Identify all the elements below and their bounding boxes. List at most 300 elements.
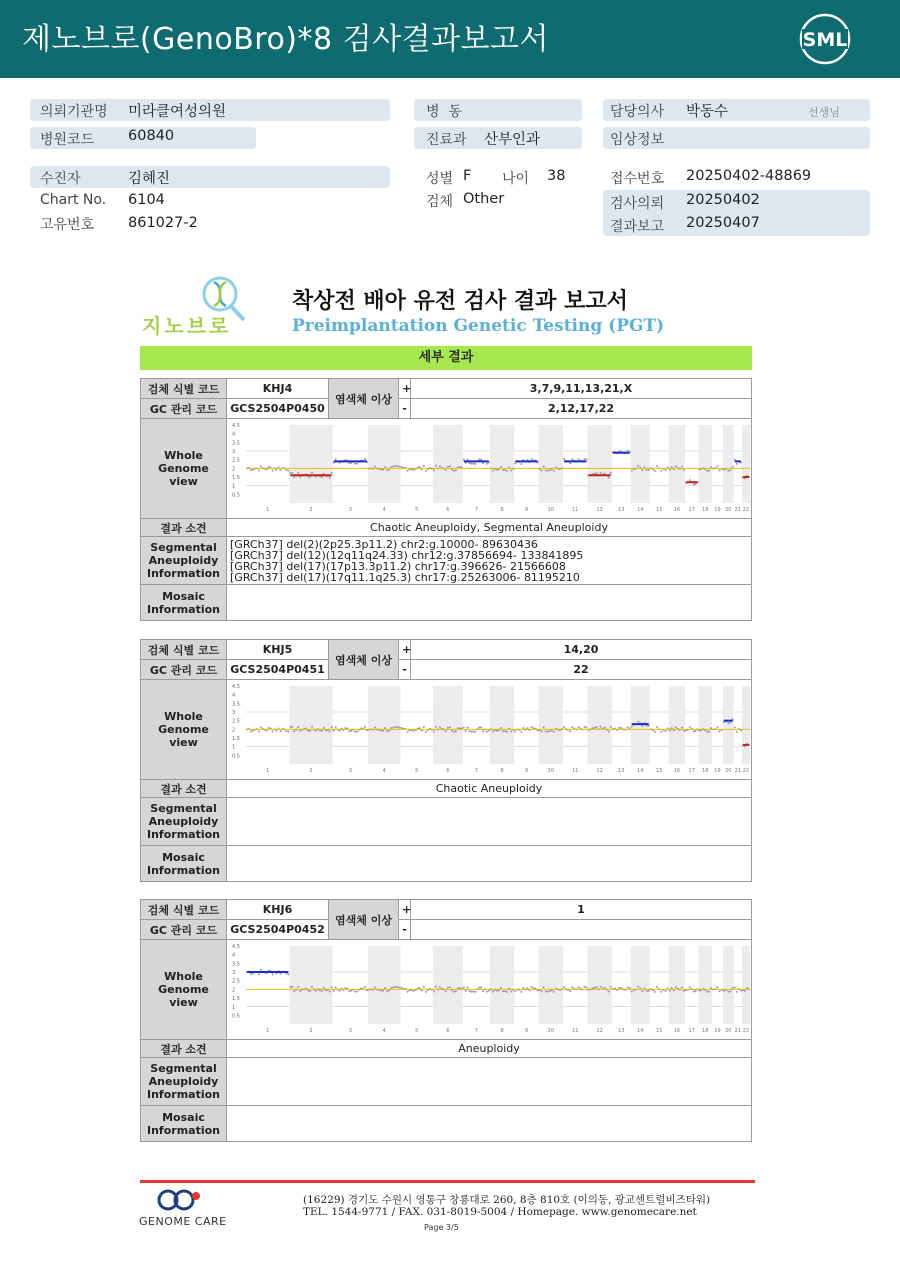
bin-point [354, 730, 356, 732]
loss-sign: - [399, 660, 411, 680]
bin-point [744, 990, 746, 992]
bin-point [746, 987, 748, 989]
bin-point [455, 469, 457, 471]
bin-point [736, 991, 738, 993]
bin-point [331, 726, 333, 728]
x-tick-label: 2 [309, 507, 313, 513]
bin-point [350, 730, 352, 732]
bin-point [710, 466, 712, 468]
request-label: 검사의뢰 [610, 196, 665, 212]
bin-point [681, 987, 683, 989]
x-tick-label: 7 [474, 768, 478, 774]
gc-code-label: GC 관리 코드 [141, 399, 227, 419]
bin-point [419, 466, 421, 468]
bin-point [648, 469, 650, 471]
x-tick-label: 18 [702, 1028, 709, 1034]
bin-point [279, 469, 281, 471]
chromosome-band [368, 946, 401, 1024]
bin-point [596, 472, 598, 474]
bin-point [583, 726, 585, 728]
bin-point [392, 986, 394, 988]
whole-genome-plot-cell [227, 680, 752, 780]
bin-point [386, 469, 388, 471]
bin-point [289, 472, 291, 474]
bin-point [470, 991, 472, 993]
bin-point [604, 727, 606, 729]
bin-point [549, 469, 551, 471]
bin-point [309, 476, 311, 478]
bin-point [354, 463, 356, 465]
bin-point [683, 990, 685, 992]
bin-point [669, 990, 671, 992]
chromosome-band [490, 425, 514, 503]
gain-chromosomes: 3,7,9,11,13,21,X [411, 379, 752, 399]
whole-genome-label: Whole Genome view [141, 680, 227, 780]
bin-point [291, 726, 293, 728]
specimen-value: Other [463, 191, 505, 207]
x-tick-label: 1 [266, 768, 270, 774]
x-tick-label: 13 [618, 768, 625, 774]
bin-point [279, 730, 281, 732]
sample-code-label: 검체 식별 코드 [141, 640, 227, 660]
chromosome-band [368, 686, 401, 764]
bin-point [716, 726, 718, 728]
bin-point [526, 727, 528, 729]
bin-point [339, 730, 341, 732]
bin-point [348, 730, 350, 732]
bin-point [533, 727, 535, 729]
bin-point [506, 470, 508, 472]
bin-point [480, 987, 482, 989]
bin-point [398, 465, 400, 467]
x-tick-label: 4 [382, 768, 386, 774]
bin-point [627, 986, 629, 988]
bin-point [453, 470, 455, 472]
bin-point [577, 458, 579, 460]
y-tick-label: 3 [232, 970, 236, 976]
bin-point [356, 731, 358, 733]
x-tick-label: 9 [524, 1028, 529, 1034]
bin-point [400, 466, 402, 468]
bin-point [433, 730, 435, 732]
genome-plot-1 [230, 419, 754, 515]
bin-point [472, 463, 474, 465]
x-tick-label: 14 [637, 1028, 644, 1034]
x-tick-label: 22 [742, 1028, 750, 1034]
bin-point [339, 990, 341, 992]
y-tick-label: 1.5 [232, 996, 240, 1002]
gain-sign: + [399, 900, 411, 920]
bin-point [252, 469, 254, 471]
bin-point [396, 726, 398, 728]
y-tick-label: 2 [232, 727, 236, 734]
bin-point [470, 463, 472, 465]
bin-point [356, 463, 358, 465]
x-tick-label: 10 [547, 507, 555, 513]
age-label: 나이 [502, 171, 530, 187]
finding-label: 결과 소견 [141, 519, 227, 537]
id-label: 고유번호 [40, 217, 95, 233]
loss-chromosomes [411, 920, 752, 940]
loss-sign: - [399, 920, 411, 940]
bin-point [627, 450, 629, 452]
bin-point [689, 479, 691, 481]
bin-point [594, 987, 596, 989]
bin-point [321, 476, 323, 478]
chromosome-band [699, 425, 713, 503]
bin-point [689, 726, 691, 728]
x-tick-label: 17 [688, 768, 695, 774]
bin-point [596, 726, 598, 728]
bin-point [469, 462, 471, 464]
bin-point [250, 730, 252, 732]
footer-address: (16229) 경기도 수원시 영통구 창룡대로 260, 8층 810호 (이의동, 광교센트럴비즈타워) [303, 1194, 711, 1206]
whole-genome-label: Whole Genome view [141, 940, 227, 1040]
finding-value: Chaotic Aneuploidy [227, 780, 752, 798]
bin-point [344, 727, 346, 729]
chromosome-band [723, 686, 734, 764]
bin-point [470, 731, 472, 733]
bin-point [631, 470, 633, 472]
y-tick-label: 2 [232, 466, 236, 473]
bin-point [545, 991, 547, 993]
bin-point [285, 730, 287, 732]
sample-code-label: 검체 식별 코드 [141, 900, 227, 920]
bin-point [629, 727, 631, 729]
bin-point [293, 990, 295, 992]
bin-point [423, 726, 425, 728]
bin-point [390, 466, 392, 468]
bin-point [344, 987, 346, 989]
bin-point [289, 986, 291, 988]
bin-point [646, 990, 648, 992]
bin-point [665, 730, 667, 732]
bin-point [425, 991, 427, 993]
finding-value: Chaotic Aneuploidy, Segmental Aneuploidy [227, 519, 752, 537]
bin-point [266, 468, 268, 470]
bin-point [478, 987, 480, 989]
ward-label: 병 동 [426, 104, 462, 120]
x-tick-label: 17 [688, 507, 695, 513]
y-tick-label: 1 [232, 1004, 236, 1011]
x-tick-label: 3 [348, 507, 352, 513]
bin-point [439, 986, 441, 988]
segmental-value [227, 1058, 752, 1106]
bin-point [729, 722, 731, 724]
bin-point [545, 731, 547, 733]
bin-point [514, 990, 516, 992]
bin-point [474, 463, 476, 465]
gc-code-label: GC 관리 코드 [141, 920, 227, 940]
x-tick-label: 22 [742, 768, 750, 774]
bin-point [585, 726, 587, 728]
bin-point [600, 986, 602, 988]
whole-genome-label: Whole Genome view [141, 419, 227, 519]
bin-point [309, 990, 311, 992]
bin-point [510, 990, 512, 992]
bin-point [482, 462, 484, 464]
bin-point [520, 991, 522, 993]
bin-point [695, 990, 697, 992]
bin-point [407, 991, 409, 993]
x-tick-label: 15 [656, 1028, 663, 1034]
gc-code-value: GCS2504P0451 [227, 660, 329, 680]
bin-point [706, 470, 708, 472]
dept-value: 산부인과 [484, 132, 541, 148]
genome-plot-3 [230, 940, 754, 1036]
bin-point [445, 730, 447, 732]
bin-point [382, 469, 384, 471]
bin-point [323, 727, 325, 729]
bin-point [382, 990, 384, 992]
receipt-value: 20250402-48869 [686, 168, 812, 184]
name-bar [30, 166, 390, 188]
bin-point [681, 466, 683, 468]
y-tick-label: 3 [232, 710, 236, 716]
x-tick-label: 12 [596, 1028, 603, 1034]
bin-point [287, 731, 289, 733]
bin-point [671, 987, 673, 989]
x-tick-label: 11 [572, 507, 579, 513]
doc-title-en: Preimplantation Genetic Testing (PGT) [292, 316, 665, 336]
bin-point [608, 731, 610, 733]
bin-point [449, 726, 451, 728]
bin-point [260, 969, 262, 971]
doctor-note: 선생님 [808, 106, 840, 119]
bin-point [716, 465, 718, 467]
bin-point [384, 727, 386, 729]
bin-point [321, 990, 323, 992]
segmental-label: Segmental Aneuploidy Information [141, 537, 227, 585]
whole-genome-plot-cell [227, 940, 752, 1040]
chromosome-band [368, 425, 401, 503]
bin-point [569, 730, 571, 732]
whole-genome-plot-cell [227, 419, 752, 519]
bin-point [331, 472, 333, 474]
bin-point [419, 727, 421, 729]
bin-point [394, 465, 396, 467]
x-tick-label: 3 [348, 768, 352, 774]
y-tick-label: 4 [232, 952, 236, 959]
y-tick-label: 1.5 [232, 736, 240, 742]
bin-point [293, 476, 295, 478]
bin-point [675, 986, 677, 988]
y-tick-label: 2.5 [232, 718, 240, 725]
bin-point [451, 469, 453, 471]
bin-point [502, 730, 504, 732]
bin-point [348, 462, 350, 464]
bin-point [467, 727, 469, 729]
bin-point [467, 459, 469, 461]
bin-point [533, 987, 535, 989]
bin-point [329, 991, 331, 993]
x-tick-label: 20 [725, 507, 732, 513]
bin-point [549, 990, 551, 992]
bin-point [689, 986, 691, 988]
bin-point [384, 466, 386, 468]
bin-point [382, 730, 384, 732]
y-tick-label: 4 [232, 431, 236, 438]
bin-point [706, 731, 708, 733]
bin-point [500, 466, 502, 468]
bin-point [478, 459, 480, 461]
bin-point [492, 731, 494, 733]
bin-point [610, 986, 612, 988]
finding-value: Aneuploidy [227, 1040, 752, 1058]
x-tick-label: 8 [500, 1028, 504, 1034]
bin-point [276, 730, 278, 732]
bin-point [553, 731, 555, 733]
bin-point [618, 727, 620, 729]
chromosome-band [539, 425, 563, 503]
bin-point [541, 470, 543, 472]
y-tick-label: 2.5 [232, 457, 240, 464]
bin-point [392, 726, 394, 728]
x-tick-label: 2 [309, 768, 313, 774]
x-tick-label: 4 [382, 507, 386, 513]
chromosome-band [723, 425, 734, 503]
x-tick-label: 15 [656, 768, 663, 774]
bin-point [396, 465, 398, 467]
mosaic-value [227, 846, 752, 882]
chromosome-band [669, 686, 685, 764]
bin-point [698, 469, 700, 471]
bin-point [482, 730, 484, 732]
bin-point [500, 727, 502, 729]
bin-point [531, 726, 533, 728]
bin-point [311, 986, 313, 988]
bin-point [492, 991, 494, 993]
bin-point [637, 721, 639, 723]
bin-point [563, 986, 565, 988]
bin-point [708, 991, 710, 993]
bin-point [656, 465, 658, 467]
bin-point [421, 730, 423, 732]
bin-point [390, 727, 392, 729]
bin-point [400, 987, 402, 989]
name-value: 김혜진 [128, 171, 171, 187]
x-tick-label: 6 [446, 768, 450, 774]
bin-point [610, 472, 612, 474]
bin-point [736, 463, 738, 465]
bin-point [463, 726, 465, 728]
bin-point [706, 991, 708, 993]
bin-point [563, 458, 565, 460]
bin-point [734, 727, 736, 729]
bin-point [660, 731, 662, 733]
bin-point [537, 990, 539, 992]
segmental-line: [GRCh37] del(17)(17p13.3p11.2) chr17:g.396626- 21566608 [230, 559, 566, 573]
report-title: 제노브로(GenoBro)*8 검사결과보고서 [22, 22, 549, 57]
bin-point [423, 465, 425, 467]
gain-chromosomes: 1 [411, 900, 752, 920]
x-tick-label: 5 [415, 507, 419, 513]
bin-point [620, 987, 622, 989]
bin-point [398, 986, 400, 988]
bin-point [547, 470, 549, 472]
bin-point [388, 990, 390, 992]
y-tick-label: 1 [232, 744, 236, 751]
chromosome-band [433, 425, 463, 503]
chromosome-band [669, 425, 685, 503]
bin-point [388, 469, 390, 471]
x-tick-label: 10 [547, 768, 555, 774]
bin-point [563, 726, 565, 728]
bin-point [583, 986, 585, 988]
bin-point [364, 986, 366, 988]
chromosome-band [289, 425, 332, 503]
mosaic-value [227, 1106, 752, 1142]
bin-point [315, 730, 317, 732]
bin-point [646, 725, 648, 727]
loss-sign: - [399, 399, 411, 419]
bin-point [627, 726, 629, 728]
bin-point [496, 730, 498, 732]
hosp-code-label: 병원코드 [40, 132, 95, 148]
bin-point [469, 730, 471, 732]
bin-point [610, 726, 612, 728]
bin-point [396, 986, 398, 988]
bin-point [531, 458, 533, 460]
bin-point [641, 469, 643, 471]
x-tick-label: 4 [382, 1028, 386, 1034]
bin-point [260, 465, 262, 467]
bin-point [727, 470, 729, 472]
bin-point [272, 973, 274, 975]
segmental-line: [GRCh37] del(17)(17q11.1q25.3) chr17:g.25263006- 81195210 [230, 570, 580, 584]
y-tick-label: 0.5 [232, 753, 240, 760]
x-tick-label: 9 [524, 768, 529, 774]
bin-point [380, 469, 382, 471]
bin-point [719, 990, 721, 992]
segmental-line: [GRCh37] del(12)(12q11q24.33) chr12:g.37856694- 133841895 [230, 548, 584, 562]
x-tick-label: 3 [348, 1028, 352, 1034]
bin-point [577, 986, 579, 988]
doctor-label: 담당의사 [610, 104, 665, 120]
chromosome-band [742, 425, 750, 503]
x-tick-label: 19 [714, 768, 721, 774]
request-value: 20250402 [686, 192, 760, 208]
bin-point [335, 458, 337, 460]
specimen-label: 검체 [426, 194, 454, 210]
bin-point [356, 991, 358, 993]
bin-point [315, 990, 317, 992]
bin-point [268, 727, 270, 729]
bin-point [520, 463, 522, 465]
bin-point [335, 986, 337, 988]
x-tick-label: 1 [266, 507, 270, 513]
bin-point [654, 470, 656, 472]
bin-point [545, 470, 547, 472]
bin-point [695, 483, 697, 485]
bin-point [671, 727, 673, 729]
bin-point [329, 476, 331, 478]
segmental-line: [GRCh37] del(2)(2p25.3p11.2) chr2:g.10000- 89630436 [230, 537, 538, 551]
bin-point [453, 991, 455, 993]
bin-point [585, 986, 587, 988]
loss-chromosomes: 22 [411, 660, 752, 680]
bin-point [583, 458, 585, 460]
y-tick-label: 0.5 [232, 1013, 240, 1020]
bin-point [723, 469, 725, 471]
brand-name: 지노브로 [142, 314, 232, 338]
doc-title-ko: 착상전 배아 유전 검사 결과 보고서 [292, 289, 628, 314]
x-tick-label: 16 [673, 507, 681, 513]
sample-table-3 [140, 899, 752, 1142]
bin-point [683, 469, 685, 471]
chromosome-band [539, 946, 563, 1024]
bin-point [421, 469, 423, 471]
